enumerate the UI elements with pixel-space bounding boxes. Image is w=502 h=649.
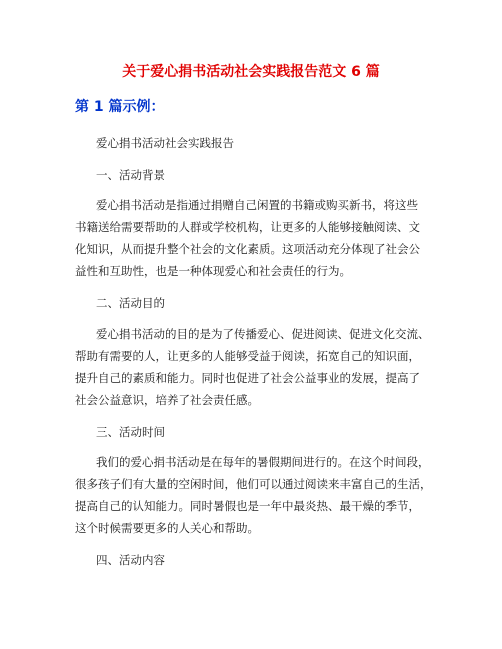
paragraph-line: 社会公益意识，培养了社会责任感。 bbox=[75, 393, 259, 407]
paragraph-line: 我们的爱心捐书活动是在每年的暑假期间进行的。在这个时间段， bbox=[96, 455, 430, 469]
paragraph-line: 提升自己的素质和能力。同时也促进了社会公益事业的发展，提高了 bbox=[75, 371, 420, 385]
paragraph-line: 爱心捐书活动是指通过捐赠自己闲置的书籍或购买新书，将这些 bbox=[96, 198, 418, 212]
section-heading: 一、活动背景 bbox=[96, 168, 165, 182]
paragraph-line: 帮助有需要的人，让更多的人能够受益于阅读，拓宽自己的知识面， bbox=[75, 349, 420, 363]
document-title: 关于爱心捐书活动社会实践报告范文 6 篇 bbox=[122, 64, 380, 80]
report-title: 爱心捐书活动社会实践报告 bbox=[96, 136, 234, 150]
paragraph-line: 很多孩子们有大量的空闲时间，他们可以通过阅读来丰富自己的生活， bbox=[75, 477, 432, 491]
example-heading: 第 1 篇示例： bbox=[75, 99, 165, 115]
paragraph-line: 爱心捐书活动的目的是为了传播爱心、促进阅读、促进文化交流、 bbox=[96, 327, 430, 341]
section-heading: 二、活动目的 bbox=[96, 296, 165, 310]
section-heading: 四、活动内容 bbox=[96, 553, 165, 567]
paragraph-line: 书籍送给需要帮助的人群或学校机构，让更多的人能够接触阅读、文 bbox=[75, 220, 420, 234]
section-heading: 三、活动时间 bbox=[96, 425, 165, 439]
paragraph-line: 益性和互助性，也是一种体现爱心和社会责任的行为。 bbox=[75, 264, 351, 278]
paragraph-line: 这个时候需要更多的人关心和帮助。 bbox=[75, 521, 259, 535]
paragraph-line: 化知识，从而提升整个社会的文化素质。这项活动充分体现了社会公 bbox=[75, 242, 420, 256]
paragraph-line: 提高自己的认知能力。同时暑假也是一年中最炎热、最干燥的季节， bbox=[75, 499, 420, 513]
